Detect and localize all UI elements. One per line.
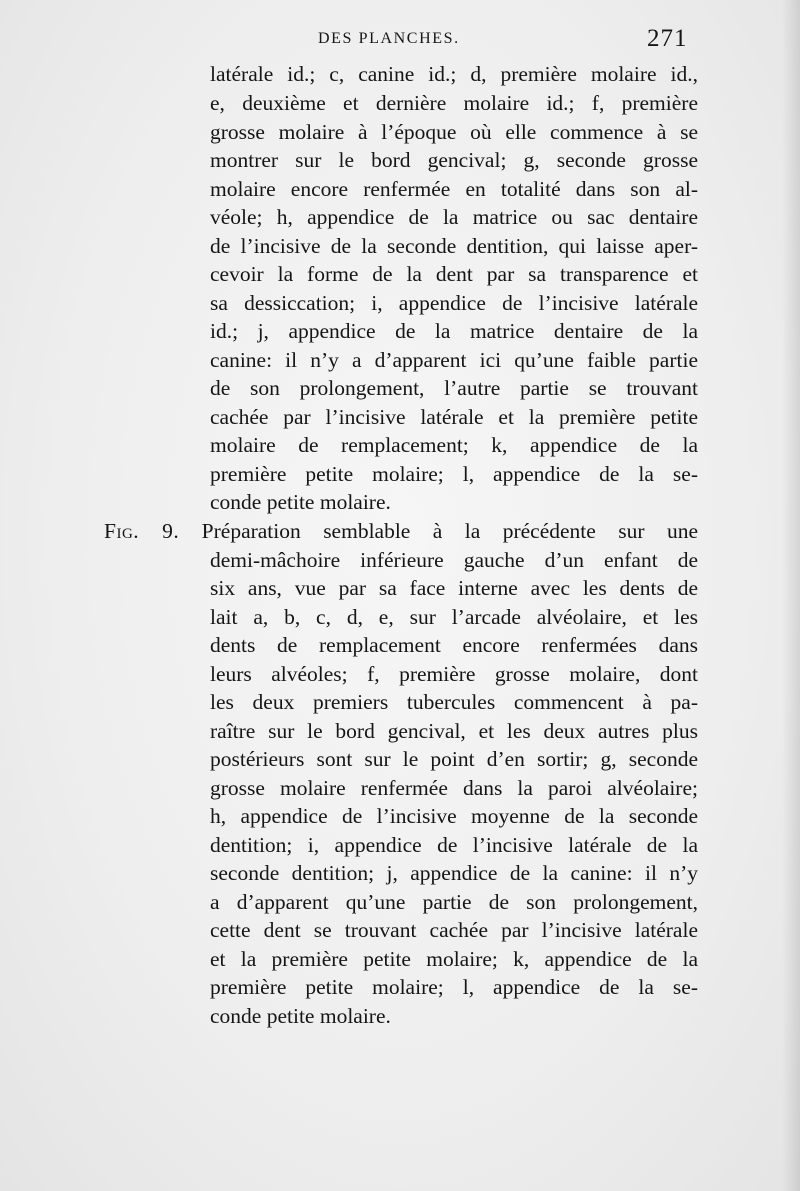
page-number: 271 [647, 25, 688, 52]
text-line: de l’incisive de la seconde dentition, qui laisse aper- [210, 234, 698, 258]
text-line: id.; j, appendice de la matrice dentaire de la [210, 319, 698, 343]
text-line: dentition; i, appendice de l’incisive latérale de la [210, 833, 698, 857]
text-line: cachée par l’incisive latérale et la première petite [210, 405, 698, 429]
text-line: molaire de remplacement; k, appendice de la [210, 433, 698, 457]
text-line: six ans, vue par sa face interne avec les dents de [210, 576, 698, 600]
text-line: conde petite molaire. [210, 1004, 391, 1028]
text-line: véole; h, appendice de la matrice ou sac dentaire [210, 205, 698, 229]
text-line: h, appendice de l’incisive moyenne de la seconde [210, 804, 698, 828]
text-line: grosse molaire à l’époque où elle commence à se [210, 120, 698, 144]
text-line: première petite molaire; l, appendice de la se- [210, 975, 698, 999]
text-line: sa dessiccation; i, appendice de l’incisive latérale [210, 291, 698, 315]
figure-9-label: Fig. 9. [104, 519, 180, 543]
text-line: canine: il n’y a d’apparent ici qu’une faible partie [210, 348, 698, 372]
text-line: latérale id.; c, canine id.; d, première molaire id., [210, 62, 698, 86]
figure-9-caption-start: Préparation semblable à la précédente sur une [201, 519, 698, 543]
text-line: les deux premiers tubercules commencent à pa- [210, 690, 698, 714]
running-title: DES PLANCHES. [318, 30, 460, 47]
text-line: e, deuxième et dernière molaire id.; f, première [210, 91, 698, 115]
text-line: seconde dentition; j, appendice de la canine: il n’y [210, 861, 698, 885]
text-line: leurs alvéoles; f, première grosse molaire, dont [210, 662, 698, 686]
text-line: grosse molaire renfermée dans la paroi alvéolaire; [210, 776, 698, 800]
text-line: lait a, b, c, d, e, sur l’arcade alvéolaire, et les [210, 605, 698, 629]
page-header [0, 25, 800, 57]
page-edge-shadow [782, 0, 800, 1191]
text-line: postérieurs sont sur le point d’en sortir; g, seconde [210, 747, 698, 771]
text-line: raître sur le bord gencival, et les deux autres plus [210, 719, 698, 743]
text-line: conde petite molaire. [210, 490, 391, 514]
text-line: cette dent se trouvant cachée par l’incisive latérale [210, 918, 698, 942]
text-line: molaire encore renfermée en totalité dans son al- [210, 177, 698, 201]
text-line: première petite molaire; l, appendice de la se- [210, 462, 698, 486]
text-line: demi-mâchoire inférieure gauche d’un enfant de [210, 548, 698, 572]
text-line: cevoir la forme de la dent par sa transparence et [210, 262, 698, 286]
text-line: et la première petite molaire; k, appendice de la [210, 947, 698, 971]
text-line: dents de remplacement encore renfermées dans [210, 633, 698, 657]
text-line: de son prolongement, l’autre partie se trouvant [210, 376, 698, 400]
text-line: a d’apparent qu’une partie de son prolongement, [210, 890, 698, 914]
figure-9-first-line [104, 517, 698, 545]
text-line: montrer sur le bord gencival; g, seconde grosse [210, 148, 698, 172]
